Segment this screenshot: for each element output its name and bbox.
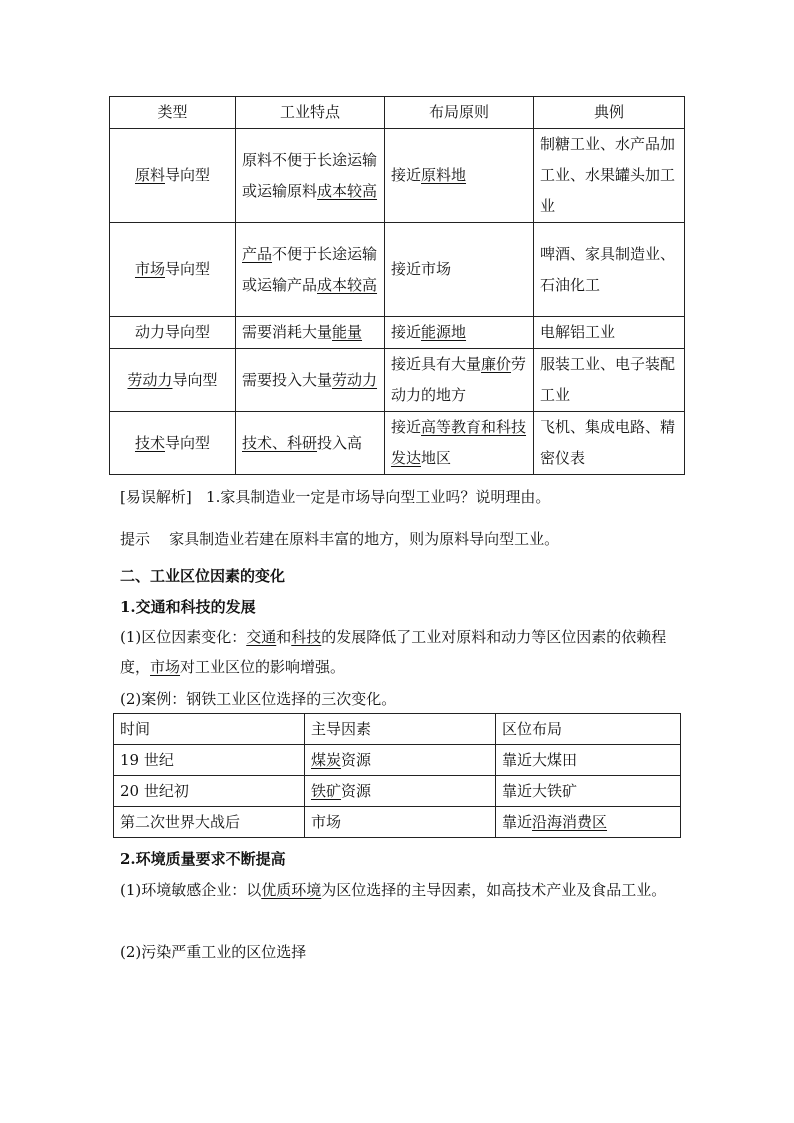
- text-run: 原料不便于长途运输或运输原料: [242, 150, 378, 200]
- cell-feature: [236, 317, 385, 349]
- cell-principle: [385, 349, 534, 412]
- table-cell: [496, 776, 681, 807]
- header-principle: 布局原则: [385, 97, 534, 129]
- cell-feature: [236, 129, 385, 223]
- header-cell: 主导因素: [305, 714, 496, 745]
- paragraph-environment-sensitive: [120, 875, 685, 905]
- text-run: 不便于长途运输或运输产品: [242, 244, 378, 294]
- underlined-term: 技术: [134, 433, 165, 452]
- cell-feature: [236, 223, 385, 317]
- cell-feature: [236, 349, 385, 412]
- underlined-term: 劳动力: [332, 370, 378, 389]
- cell-example: 电解铝工业: [534, 317, 685, 349]
- underlined-term: 产品: [242, 244, 273, 263]
- underlined-term: 原料: [134, 166, 165, 184]
- cell-type: [110, 223, 236, 317]
- hint-text: 家具制造业若建在原料丰富的地方，则为原料导向型工业。: [169, 530, 560, 548]
- table-cell: [496, 807, 681, 838]
- text-run: (1)环境敏感企业：以: [120, 881, 262, 899]
- text-run: 和: [276, 628, 292, 646]
- text-run: 的发展降低了工业对原料和动力等区位因素的依赖程度，: [120, 628, 667, 676]
- table-header-row: [110, 97, 685, 129]
- table-cell: [305, 745, 496, 776]
- table-row: [110, 412, 685, 475]
- underlined-term: 成本较高: [317, 275, 378, 294]
- text-run: 为区位选择的主导因素，如高技术产业及食品工业。: [321, 881, 667, 899]
- analysis-label: [易误解析]: [120, 488, 192, 506]
- cell-principle: [385, 223, 534, 317]
- cell-principle: [385, 317, 534, 349]
- cell-feature: [236, 412, 385, 475]
- underlined-term: 市场: [134, 260, 165, 278]
- text-run: 导向型: [172, 370, 218, 389]
- table-cell: [305, 776, 496, 807]
- cell-example: 飞机、集成电路、精密仪表: [534, 412, 685, 475]
- cell-example: 制糖工业、水产品加工业、水果罐头加工业: [534, 129, 685, 223]
- analysis-question: 1.家具制造业一定是市场导向型工业吗？说明理由。: [206, 488, 551, 506]
- text-run: 投入高: [317, 433, 363, 452]
- steel-industry-table: [113, 713, 681, 838]
- header-type: 类型: [110, 97, 236, 129]
- text-run: 需要消耗大量: [242, 323, 333, 341]
- table-row: [114, 807, 681, 838]
- header-feature: 工业特点: [236, 97, 385, 129]
- text-run: 19 世纪: [120, 751, 174, 769]
- header-example: 典例: [534, 97, 685, 129]
- table-row: [110, 317, 685, 349]
- text-run: (1)区位因素变化：: [120, 628, 247, 646]
- table-row: [110, 349, 685, 412]
- table-cell: [496, 745, 681, 776]
- table-row: [110, 129, 685, 223]
- table-cell: [114, 807, 305, 838]
- text-run: 动力导向型: [134, 323, 210, 341]
- text-run: 靠近: [502, 813, 533, 831]
- text-run: 20 世纪初: [120, 782, 189, 800]
- header-cell: 区位布局: [496, 714, 681, 745]
- underlined-term: 成本较高: [317, 181, 378, 200]
- underlined-term: 科技: [291, 628, 322, 646]
- subsection-1-title: 1.交通和科技的发展: [120, 598, 256, 616]
- table-header-row: [114, 714, 681, 745]
- text-run: 靠近大铁矿: [502, 782, 578, 800]
- paragraph-steel-case: (2)案例：钢铁工业区位选择的三次变化。: [120, 690, 397, 708]
- text-run: 接近具有大量: [391, 355, 482, 373]
- text-run: 资源: [341, 782, 372, 800]
- table-cell: [305, 807, 496, 838]
- analysis-line: [120, 482, 550, 512]
- table-row: [114, 776, 681, 807]
- subsection-2-title: 2.环境质量要求不断提高: [120, 850, 286, 868]
- cell-type: [110, 412, 236, 475]
- cell-type: [110, 317, 236, 349]
- underlined-term: 优质环境: [261, 881, 322, 899]
- text-run: 导向型: [165, 166, 211, 184]
- header-cell: 时间: [114, 714, 305, 745]
- underlined-term: 能源地: [421, 323, 467, 341]
- industry-type-table: [109, 96, 685, 475]
- underlined-term: 高等教育和科技发达: [391, 418, 527, 467]
- text-run: 劳动力的地方: [391, 355, 527, 404]
- text-run: 接近: [391, 418, 422, 436]
- text-run: 资源: [341, 751, 372, 769]
- underlined-term: 能量: [332, 323, 363, 341]
- cell-principle: [385, 129, 534, 223]
- hint-label: 提示: [120, 530, 151, 548]
- section-title: 二、工业区位因素的变化: [120, 567, 286, 585]
- table-cell: [114, 745, 305, 776]
- underlined-term: 技术、科研: [242, 433, 318, 452]
- table-row: [114, 745, 681, 776]
- hint-line: [120, 524, 559, 554]
- underlined-term: 交通: [246, 628, 277, 646]
- text-run: 导向型: [165, 433, 211, 452]
- underlined-term: 市场: [150, 658, 181, 676]
- table-row: [110, 223, 685, 317]
- underlined-term: 劳动力: [127, 370, 173, 389]
- paragraph-location-factors: [120, 622, 685, 682]
- underlined-term: 原料地: [421, 166, 467, 184]
- cell-type: [110, 129, 236, 223]
- cell-type: [110, 349, 236, 412]
- paragraph-polluting-industry: (2)污染严重工业的区位选择: [120, 943, 307, 961]
- underlined-term: 铁矿: [311, 782, 342, 800]
- text-run: 导向型: [165, 260, 211, 278]
- text-run: 需要投入大量: [242, 370, 333, 389]
- text-run: 市场: [311, 813, 342, 831]
- text-run: 接近: [391, 166, 422, 184]
- underlined-term: 沿海消费区: [532, 813, 608, 831]
- underlined-term: 煤炭: [311, 751, 342, 769]
- text-run: 接近: [391, 323, 422, 341]
- underlined-term: 廉价: [481, 355, 512, 373]
- text-run: 接近市场: [391, 260, 452, 278]
- cell-example: 服装工业、电子装配工业: [534, 349, 685, 412]
- text-run: 地区: [421, 449, 452, 467]
- text-run: 对工业区位的影响增强。: [180, 658, 346, 676]
- text-run: 靠近大煤田: [502, 751, 578, 769]
- cell-principle: [385, 412, 534, 475]
- text-run: 第二次世界大战后: [120, 813, 241, 831]
- table-cell: [114, 776, 305, 807]
- cell-example: 啤酒、家具制造业、石油化工: [534, 223, 685, 317]
